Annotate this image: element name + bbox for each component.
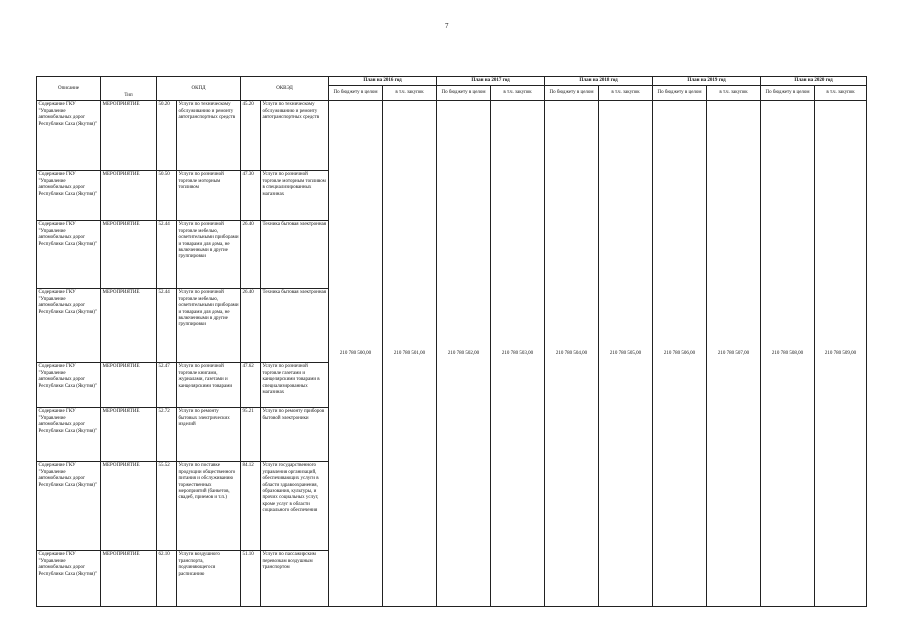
value-procurement-2017: 210 780 503,00 <box>491 101 545 607</box>
header-type: Тип <box>101 77 157 101</box>
value-procurement-2018: 210 780 505,00 <box>599 101 653 607</box>
row-type: МЕРОПРИЯТИЕ <box>101 221 157 289</box>
row-type: МЕРОПРИЯТИЕ <box>101 289 157 363</box>
header-description: Описание <box>37 77 101 101</box>
value-procurement-2020: 210 780 509,00 <box>815 101 867 607</box>
header-okved: ОКВЭД <box>241 77 329 101</box>
header-budget-2017: По бюджету в целом <box>437 86 491 101</box>
row-okved-text: Услуги государственного управления организаций, обеспечивающих услуги в области здравоохранения, образования, культуры, и прочих социальных услуг, кроме услуг в области социального обеспечения <box>261 462 329 551</box>
row-description: Содержание ГКУ "Управление автомобильных дорог Республики Саха (Якутия)" <box>37 101 101 171</box>
row-description: Содержание ГКУ "Управление автомобильных дорог Республики Саха (Якутия)" <box>37 408 101 462</box>
row-type: МЕРОПРИЯТИЕ <box>101 171 157 221</box>
row-description: Содержание ГКУ "Управление автомобильных дорог Республики Саха (Якутия)" <box>37 551 101 607</box>
header-procurement-2019: в т.ч. закупок <box>707 86 761 101</box>
header-year-2017: План на 2017 год <box>437 77 545 86</box>
row-okved-text: Услуги по пассажирским перевозкам воздушным транспортом <box>261 551 329 607</box>
row-okpd-text: Услуги по розничной торговле мебелью, осветительными приборами и товарами для дома, не включенными в другие группировки <box>177 221 241 289</box>
row-okpd-text: Услуги по техническому обслуживанию и ремонту автотранспортных средств <box>177 101 241 171</box>
row-description: Содержание ГКУ "Управление автомобильных дорог Республики Саха (Якутия)" <box>37 221 101 289</box>
row-type: МЕРОПРИЯТИЕ <box>101 408 157 462</box>
header-budget-2016: По бюджету в целом <box>329 86 383 101</box>
row-okved-text: Техника бытовая электронная <box>261 221 329 289</box>
header-procurement-2020: в т.ч. закупок <box>815 86 867 101</box>
row-okved-code: 51.10 <box>241 551 261 607</box>
row-okpd-text: Услуги воздушного транспорта, подчиняющегося расписанию <box>177 551 241 607</box>
row-okpd-code: 52.44 <box>157 289 177 363</box>
table-row <box>37 101 867 171</box>
row-okved-code: 26.40 <box>241 221 261 289</box>
row-description: Содержание ГКУ "Управление автомобильных дорог Республики Саха (Якутия)" <box>37 171 101 221</box>
header-year-2018: План на 2018 год <box>545 77 653 86</box>
row-okved-text: Услуги по ремонту приборов бытовой электроники <box>261 408 329 462</box>
header-budget-2019: По бюджету в целом <box>653 86 707 101</box>
row-okpd-code: 52.44 <box>157 221 177 289</box>
header-budget-2018: По бюджету в целом <box>545 86 599 101</box>
row-okpd-code: 52.47 <box>157 363 177 408</box>
row-okved-code: 45.20 <box>241 101 261 171</box>
header-year-2019: План на 2019 год <box>653 77 761 86</box>
row-description: Содержание ГКУ "Управление автомобильных дорог Республики Саха (Якутия)" <box>37 363 101 408</box>
value-budget-2016: 210 780 500,00 <box>329 101 383 607</box>
row-okpd-code: 62.10 <box>157 551 177 607</box>
row-description: Содержание ГКУ "Управление автомобильных дорог Республики Саха (Якутия)" <box>37 462 101 551</box>
header-budget-2020: По бюджету в целом <box>761 86 815 101</box>
row-okpd-code: 55.52 <box>157 462 177 551</box>
row-okved-code: 47.62 <box>241 363 261 408</box>
value-budget-2019: 210 780 506,00 <box>653 101 707 607</box>
header-okpd: ОКПД <box>157 77 241 101</box>
row-okved-code: 47.30 <box>241 171 261 221</box>
row-okpd-text: Услуги по розничной торговле книгами, журналами, газетами и канцелярскими товарами <box>177 363 241 408</box>
page-number: 7 <box>445 22 449 30</box>
row-okpd-text: Услуги по розничной торговле моторным топливом <box>177 171 241 221</box>
row-okved-text: Услуги по розничной торговле моторным топливом в специализированных магазинах <box>261 171 329 221</box>
row-okved-code: 26.40 <box>241 289 261 363</box>
row-okved-text: Техника бытовая электронная <box>261 289 329 363</box>
value-budget-2018: 210 780 504,00 <box>545 101 599 607</box>
plan-table <box>36 76 867 607</box>
row-okpd-text: Услуги по поставке продукции общественного питания и обслуживанию торжественных мероприятий (банкетов, свадеб, приемов и т.п.) <box>177 462 241 551</box>
header-year-2020: План на 2020 год <box>761 77 867 86</box>
row-okved-code: 95.21 <box>241 408 261 462</box>
row-okpd-code: 50.20 <box>157 101 177 171</box>
row-okved-text: Услуги по техническому обслуживанию и ремонту автотранспортных средств <box>261 101 329 171</box>
row-type: МЕРОПРИЯТИЕ <box>101 363 157 408</box>
row-okved-code: 84.12 <box>241 462 261 551</box>
row-okpd-text: Услуги по ремонту бытовых электрических изделий <box>177 408 241 462</box>
header-procurement-2018: в т.ч. закупок <box>599 86 653 101</box>
row-okpd-code: 50.50 <box>157 171 177 221</box>
row-okpd-code: 52.72 <box>157 408 177 462</box>
value-procurement-2019: 210 780 507,00 <box>707 101 761 607</box>
row-description: Содержание ГКУ "Управление автомобильных дорог Республики Саха (Якутия)" <box>37 289 101 363</box>
value-procurement-2016: 210 780 501,00 <box>383 101 437 607</box>
value-budget-2017: 210 780 502,00 <box>437 101 491 607</box>
header-procurement-2016: в т.ч. закупок <box>383 86 437 101</box>
row-type: МЕРОПРИЯТИЕ <box>101 101 157 171</box>
row-type: МЕРОПРИЯТИЕ <box>101 462 157 551</box>
row-okpd-text: Услуги по розничной торговле мебелью, осветительными приборами и товарами для дома, не включенными в другие группировки <box>177 289 241 363</box>
row-type: МЕРОПРИЯТИЕ <box>101 551 157 607</box>
header-year-2016: План на 2016 год <box>329 77 437 86</box>
header-procurement-2017: в т.ч. закупок <box>491 86 545 101</box>
value-budget-2020: 210 780 508,00 <box>761 101 815 607</box>
row-okved-text: Услуги по розничной торговле газетами и канцелярскими товарами в специализированных магазинах <box>261 363 329 408</box>
